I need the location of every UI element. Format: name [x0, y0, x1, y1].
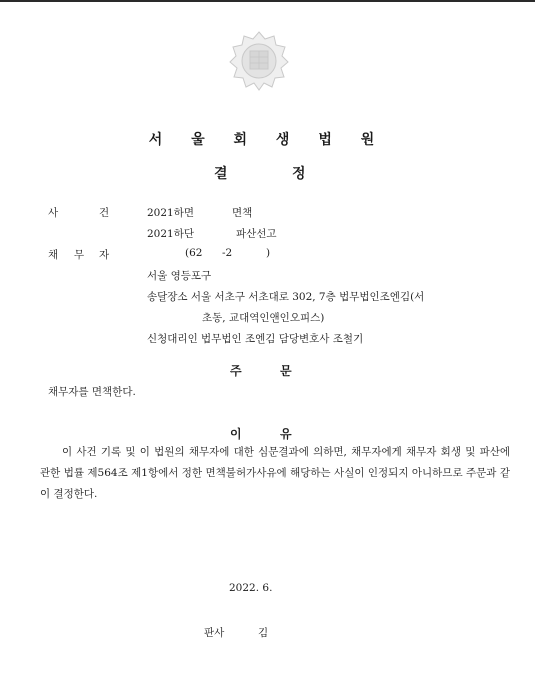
- service-address-line-1: 송달장소 서울 서초구 서초대로 302, 7층 법무법인조엔김(서: [147, 291, 425, 303]
- debtor-id-part-1: (62: [185, 247, 203, 259]
- court-name: 서 울 회 생 법 원: [148, 132, 387, 148]
- case-number-1: 2021하면: [147, 207, 195, 219]
- reasons-text: 이 사건 기록 및 이 법원의 채무자에 대한 심문결과에 의하면, 채무자에게 채무자 회생 및 파산에 관한 법률 제564조 제1항에서 정한 면책불허가사유에 해당하는 사실이 인정되지 아니하므로 주문과 같이 결정한다.: [40, 446, 510, 500]
- top-border: [0, 0, 535, 2]
- service-address-line-2: 초동, 교대역인앤인오피스): [202, 312, 325, 324]
- debtor-address: 서울 영등포구: [147, 270, 212, 282]
- reasons-heading-left: 이: [230, 427, 242, 441]
- order-heading-right: 문: [280, 364, 292, 378]
- court-emblem-icon: [228, 30, 290, 92]
- debtor-id-part-3: ): [266, 247, 271, 259]
- decision-date: 2022. 6.: [229, 582, 273, 594]
- order-heading-left: 주: [230, 364, 242, 378]
- order-text: 채무자를 면책한다.: [48, 386, 136, 398]
- case-number-2: 2021하단: [147, 228, 195, 240]
- document-type-right: 정: [292, 166, 306, 182]
- case-title-1: 면책: [232, 207, 253, 219]
- judge-title: 판사: [204, 627, 225, 639]
- judge-name: 김: [258, 627, 269, 639]
- debtor-label-char-2: 무: [74, 249, 85, 261]
- case-label-char-1: 사: [48, 207, 59, 219]
- case-title-2: 파산선고: [236, 228, 277, 240]
- document-type-left: 결: [214, 166, 228, 182]
- debtor-id-part-2: -2: [222, 247, 233, 259]
- legal-agent: 신청대리인 법무법인 조엔김 담당변호사 조철기: [147, 333, 364, 345]
- reasons-heading-right: 유: [280, 427, 292, 441]
- case-label-char-2: 건: [99, 207, 110, 219]
- debtor-label-char-1: 채: [48, 249, 59, 261]
- debtor-label-char-3: 자: [99, 249, 110, 261]
